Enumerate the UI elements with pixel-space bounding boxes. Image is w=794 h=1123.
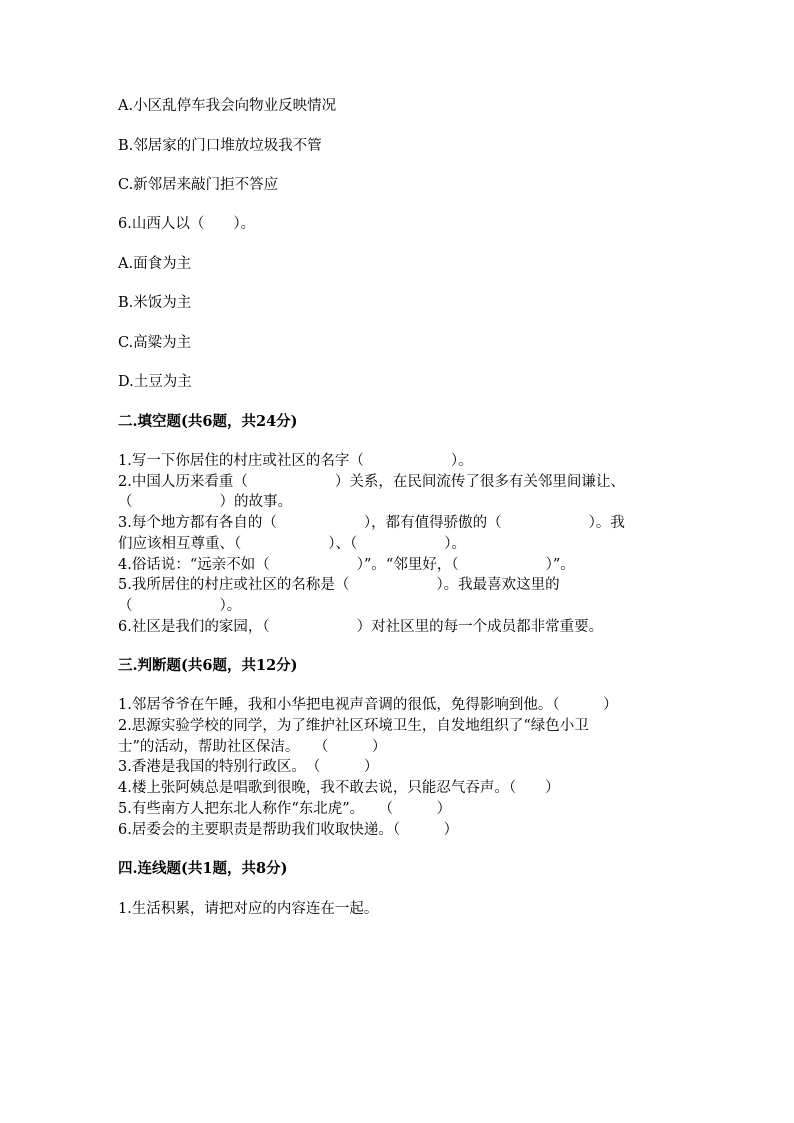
question-stem: 6.山西人以（ ）。 xyxy=(118,216,256,232)
section-heading-matching: 四.连线题(共1题，共8分) xyxy=(118,860,288,877)
option-d: D.土豆为主 xyxy=(118,374,192,390)
question-line: 们应该相互尊重、（ ）、（ ）。 xyxy=(118,536,466,552)
option-a: A.小区乱停车我会向物业反映情况 xyxy=(118,98,337,114)
question-line: （ ）的故事。 xyxy=(118,494,292,510)
section-heading-fill-blank: 二.填空题(共6题，共24分) xyxy=(118,413,298,430)
question-line: 1.生活积累，请把对应的内容连在一起。 xyxy=(118,901,379,917)
option-b: B.邻居家的门口堆放垃圾我不管 xyxy=(118,138,322,154)
question-line: （ ）。 xyxy=(118,598,242,614)
question-line: 6.居委会的主要职责是帮助我们收取快递。（ ） xyxy=(118,822,459,838)
question-line: 4.楼上张阿姨总是唱歌到很晚，我不敢去说，只能忍气吞声。（ ） xyxy=(118,780,560,796)
question-line: 5.我所居住的村庄或社区的名称是（ ）。我最喜欢这里的 xyxy=(118,577,560,593)
question-line: 1.邻居爷爷在午睡，我和小华把电视声音调的很低，免得影响到他。（ ） xyxy=(118,697,618,713)
option-c: C.高粱为主 xyxy=(118,335,192,351)
option-c: C.新邻居来敲门拒不答应 xyxy=(118,177,279,193)
question-line: 士”的活动，帮助社区保洁。 （ ） xyxy=(118,739,387,755)
option-a: A.面食为主 xyxy=(118,256,192,272)
question-line: 1.写一下你居住的村庄或社区的名字（ ）。 xyxy=(118,453,473,469)
section-heading-true-false: 三.判断题(共6题，共12分) xyxy=(118,657,298,674)
question-line: 4.俗话说：“远亲不如（ ）”。“邻里好，（ ）”。 xyxy=(118,557,575,573)
question-line: 2.思源实验学校的同学，为了维护社区环境卫生，自发地组织了“绿色小卫 xyxy=(118,718,589,734)
question-line: 3.香港是我国的特别行政区。 （ ） xyxy=(118,759,379,775)
question-line: 3.每个地方都有各自的（ ），都有值得骄傲的（ ）。我 xyxy=(118,515,625,531)
question-line: 5.有些南方人把东北人称作“东北虎”。 （ ） xyxy=(118,801,452,817)
option-b: B.米饭为主 xyxy=(118,295,192,311)
question-line: 6.社区是我们的家园，（ ）对社区里的每一个成员都非常重要。 xyxy=(118,619,604,635)
question-line: 2.中国人历来看重（ ）关系，在民间流传了很多有关邻里间谦让、 xyxy=(118,474,625,490)
